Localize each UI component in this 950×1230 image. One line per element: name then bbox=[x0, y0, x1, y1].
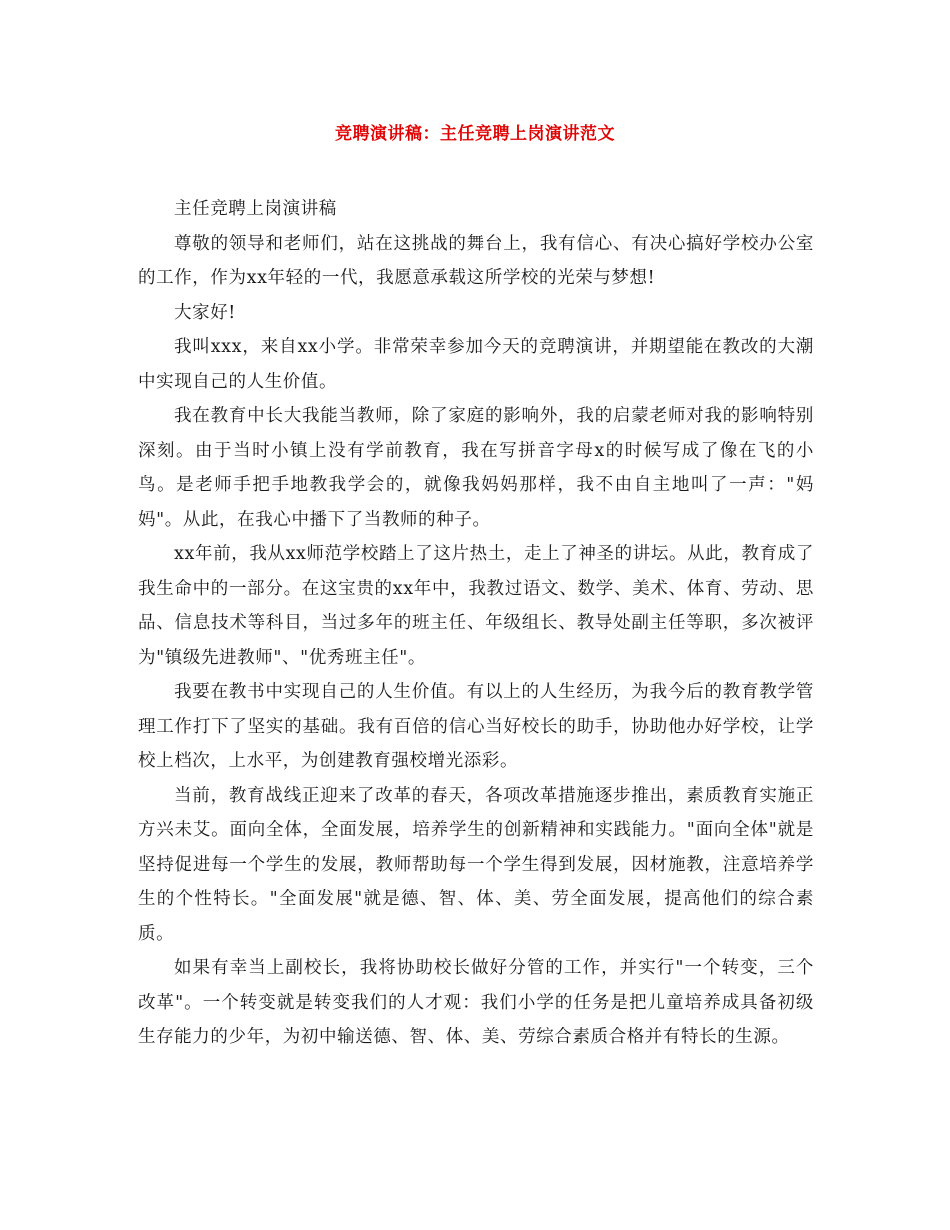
document-title: 竞聘演讲稿：主任竞聘上岗演讲范文 bbox=[335, 124, 615, 144]
paragraph-values: 我要在教书中实现自己的人生价值。有以上的人生经历，为我今后的教育教学管理工作打下了坚实的基础。我有百倍的信心当好校长的助手，协助他办好学校，让学校上档次，上水平，为创建教育强校增光添彩。 bbox=[138, 682, 814, 771]
paragraph-reform: 当前，教育战线正迎来了改革的春天，各项改革措施逐步推出，素质教育实施正方兴未艾。面向全体，全面发展，培养学生的创新精神和实践能力。"面向全体"就是坚持促进每一个学生的发展，教师帮助每一个学生得到发展，因材施教，注意培养学生的个性特长。"全面发展"就是德、智、体、美、劳全面发展，提高他们的综合素质。 bbox=[138, 785, 814, 944]
paragraph-plan: 如果有幸当上副校长，我将协助校长做好分管的工作，并实行"一个转变，三个改革"。一个转变就是转变我们的人才观：我们小学的任务是把儿童培养成具备初级生存能力的少年，为初中输送德、智、体、美、劳综合素质合格并有特长的生源。 bbox=[138, 958, 814, 1047]
document-body bbox=[138, 192, 814, 1055]
paragraph-career: xx年前，我从xx师范学校踏上了这片热土，走上了神圣的讲坛。从此，教育成了我生命中的一部分。在这宝贵的xx年中，我教过语文、数学、美术、体育、劳动、思品、信息技术等科目，当过多年的班主任、年级组长、教导处副主任等职，多次被评为"镇级先进教师"、"优秀班主任"。 bbox=[138, 544, 814, 668]
paragraph-hello: 大家好! bbox=[174, 302, 236, 323]
paragraph-childhood: 我在教育中长大我能当教师，除了家庭的影响外，我的启蒙老师对我的影响特别深刻。由于当时小镇上没有学前教育，我在写拼音字母x的时候写成了像在飞的小鸟。是老师手把手地教我学会的，就像我妈妈那样，我不由自主地叫了一声："妈妈"。从此，在我心中播下了当教师的种子。 bbox=[138, 406, 814, 530]
paragraph-greeting-leaders: 尊敬的领导和老师们，站在这挑战的舞台上，我有信心、有决心搞好学校办公室的工作，作为xx年轻的一代，我愿意承载这所学校的光荣与梦想! bbox=[138, 233, 814, 288]
paragraph-introduction: 我叫xxx，来自xx小学。非常荣幸参加今天的竞聘演讲，并期望能在教改的大潮中实现自己的人生价值。 bbox=[138, 337, 814, 392]
paragraph-subtitle: 主任竞聘上岗演讲稿 bbox=[174, 199, 337, 219]
